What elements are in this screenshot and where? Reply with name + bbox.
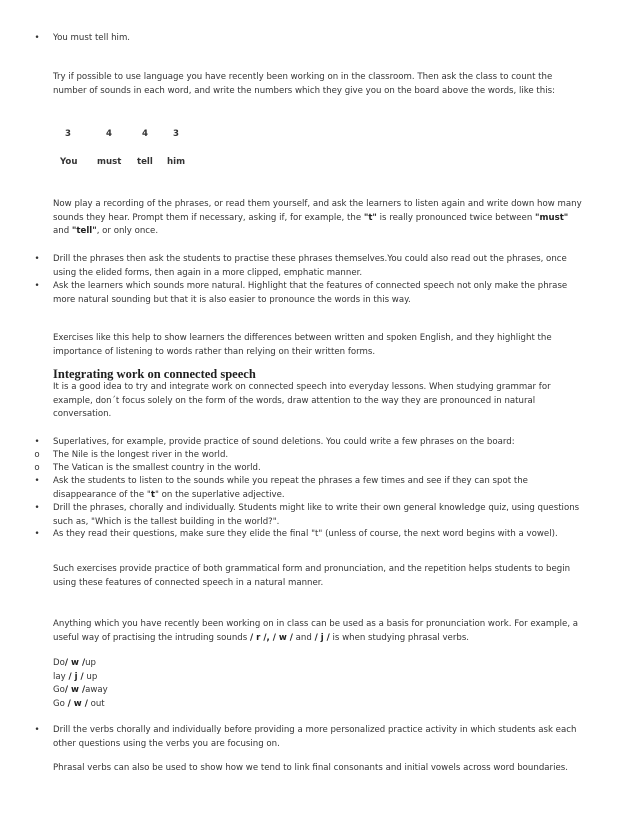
section-heading: Integrating work on connected speech bbox=[53, 367, 256, 381]
phrasal-verb: Go/ w /away bbox=[53, 685, 108, 695]
list-item: Drill the verbs chorally and individually before providing a more personalized practice activity in which students ask each other questions using the verbs you are focusing on. bbox=[53, 725, 577, 749]
phrasal-verb: lay / j / up bbox=[53, 671, 98, 682]
sound-count-example bbox=[53, 128, 253, 168]
word-you: You bbox=[60, 157, 78, 167]
bullet: • bbox=[34, 437, 40, 447]
bullet: • bbox=[34, 503, 40, 513]
paragraph-phrasal: Anything which you have recently been working on in class can be used as a basis for pronunciation work. For example, a useful way of practising the intruding sounds / r /, / w / and / j / is when studying phrasal verbs. bbox=[53, 619, 579, 643]
list-item: As they read their questions, make sure they elide the final "t" (unless of course, the next word begins with a vowel). bbox=[53, 529, 558, 539]
emphasis-tell: "tell" bbox=[71, 226, 97, 236]
paragraph-instructions: Try if possible to use language you have recently been working on in the classroom. Then ask the class to count the number of sounds in each word, and write the numbers which they give you on the board above the words, like this: bbox=[53, 72, 556, 96]
word-must: must bbox=[97, 157, 122, 167]
paragraph-integrate: It is a good idea to try and integrate work on connected speech into everyday lessons. When studying grammar for example, don´t focus solely on the form of the words, draw attention to the way they are pronounced in natural conversation. bbox=[53, 382, 551, 419]
list-item: Drill the phrases then ask the students to practise these phrases themselves.You could also read out the phrases, once using the elided forms, then again in a more clipped, emphatic manner. bbox=[53, 254, 567, 278]
list-item: Ask the learners which sounds more natural. Highlight that the features of connected speech not only make the phrase more natural sounding but that it is also easier to pronounce the words in this way. bbox=[53, 281, 568, 305]
paragraph-linking: Phrasal verbs can also be used to show how we tend to link final consonants and initial vowels across word boundaries. bbox=[53, 763, 568, 773]
bullet: • bbox=[34, 529, 40, 539]
word-tell: tell bbox=[137, 157, 153, 167]
count-you: 3 bbox=[65, 129, 71, 139]
bullet: • bbox=[34, 33, 40, 43]
emphasis-t: t bbox=[150, 489, 155, 500]
ipa-r-w: / r /, / w / bbox=[249, 632, 293, 643]
sub-bullet: o bbox=[34, 450, 40, 460]
list-subitem: The Nile is the longest river in the world. bbox=[53, 450, 229, 460]
phrasal-verb: Do/ w /up bbox=[53, 658, 96, 668]
paragraph-recording: Now play a recording of the phrases, or read them yourself, and ask the learners to listen again and write down how many sounds they hear. Prompt them if necessary, asking if, for example, the "t" is really pronounced twice between "must" and "tell", or only once. bbox=[53, 199, 582, 236]
phrasal-verb: Go / w / out bbox=[53, 698, 105, 709]
emphasis-must: "must" bbox=[535, 212, 569, 223]
bullet: • bbox=[34, 254, 40, 264]
sub-bullet: o bbox=[34, 463, 40, 473]
count-must: 4 bbox=[106, 129, 112, 139]
ipa-j: / j / bbox=[314, 632, 330, 643]
list-item: Superlatives, for example, provide practice of sound deletions. You could write a few phrases on the board: bbox=[53, 437, 515, 447]
bullet: • bbox=[34, 725, 40, 735]
emphasis-t: "t" bbox=[363, 212, 377, 223]
count-him: 3 bbox=[173, 129, 179, 139]
list-subitem: The Vatican is the smallest country in the world. bbox=[53, 463, 261, 473]
bullet: • bbox=[34, 476, 40, 486]
paragraph-exercises: Exercises like this help to show learners the differences between written and spoken English, and they highlight the importance of listening to words rather than relying on their written forms. bbox=[53, 333, 552, 357]
example-sentence: You must tell him. bbox=[53, 33, 131, 43]
phrasal-verb-list bbox=[53, 657, 585, 711]
word-him: him bbox=[167, 157, 186, 167]
count-tell: 4 bbox=[142, 129, 148, 139]
paragraph-practice: Such exercises provide practice of both grammatical form and pronunciation, and the repetition helps students to begin using these features of connected speech in a natural manner. bbox=[53, 564, 571, 588]
bullet: • bbox=[34, 281, 40, 291]
list-item: Drill the phrases, chorally and individually. Students might like to write their own general knowledge quiz, using questions such as, "Which is the tallest building in the world?". bbox=[53, 503, 580, 527]
list-item: Ask the students to listen to the sounds while you repeat the phrases a few times and see if they can spot the disappearance of the "t" on the superlative adjective. bbox=[53, 476, 528, 500]
